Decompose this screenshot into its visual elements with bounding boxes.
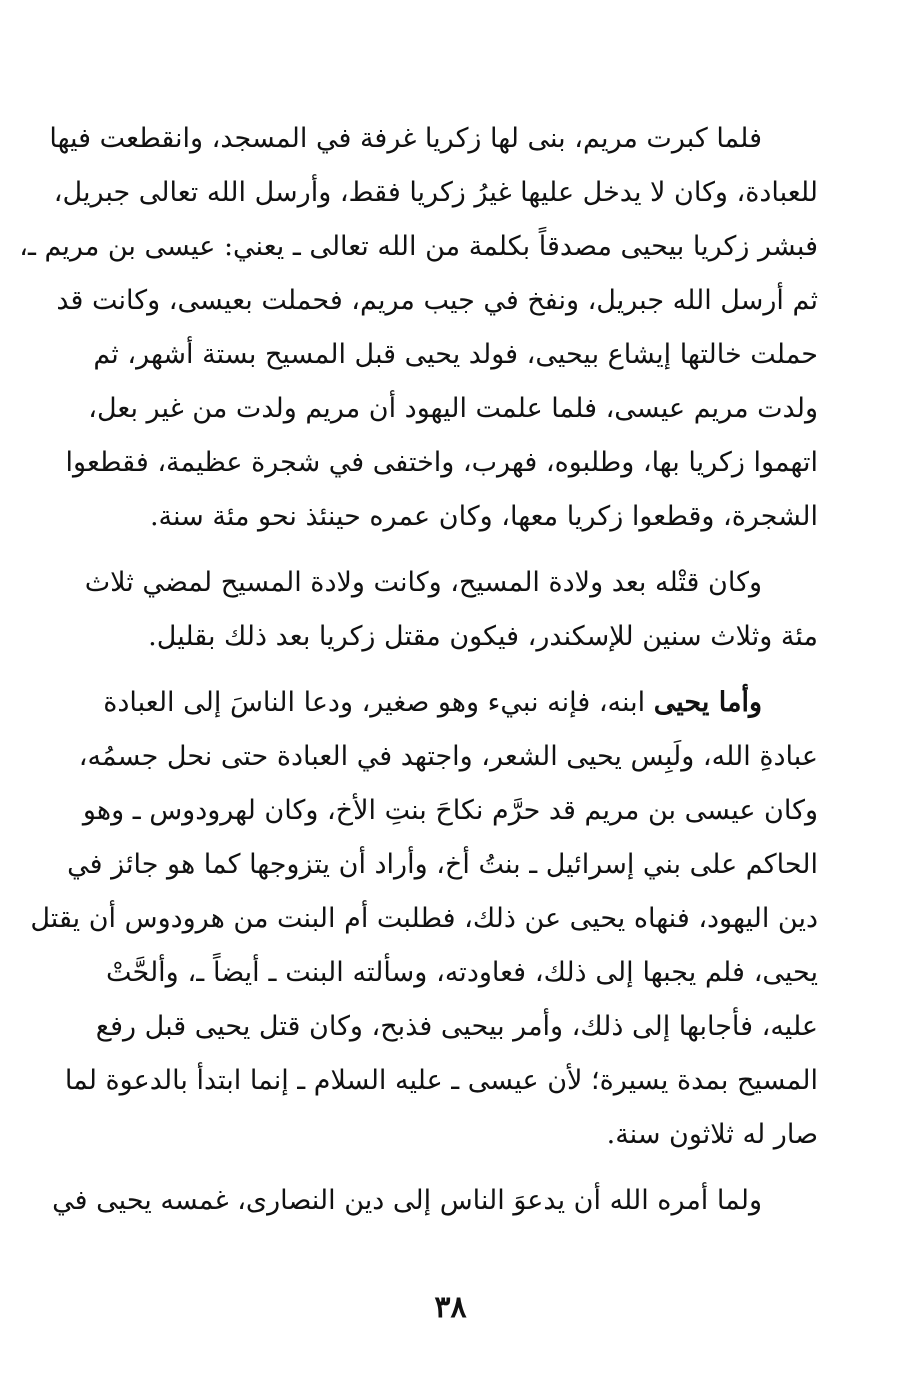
text-line: عبادةِ الله، ولَبِس يحيى الشعر، واجتهد في العبادة حتى نحل جسمُه، — [78, 741, 818, 772]
text-line: صار له ثلاثون سنة. — [606, 1119, 818, 1150]
page-number: ٣٨ — [434, 1290, 467, 1325]
text-line: اتهموا زكريا بها، وطلبوه، فهرب، واختفى في شجرة عظيمة، فقطعوا — [65, 447, 818, 478]
text-line: ولدت مريم عيسى، فلما علمت اليهود أن مريم ولدت من غير بعل، — [88, 393, 818, 424]
text-line: وكان عيسى بن مريم قد حرَّم نكاحَ بنتِ الأخ، وكان لهرودوس ـ وهو — [82, 795, 818, 826]
paragraph-gap — [106, 1162, 818, 1174]
text-line: للعبادة، وكان لا يدخل عليها غيرُ زكريا فقط، وأرسل الله تعالى جبريل، — [53, 177, 818, 208]
paragraph-gap — [106, 664, 818, 676]
text-line — [103, 676, 818, 730]
text-line: حملت خالتها إيشاع بيحيى، فولد يحيى قبل المسيح بستة أشهر، ثم — [93, 339, 818, 370]
text-line: مئة وثلاث سنين للإسكندر، فيكون مقتل زكريا بعد ذلك بقليل. — [148, 621, 818, 652]
text-line: دين اليهود، فنهاه يحيى عن ذلك، فطلبت أم البنت من هرودوس أن يقتل — [30, 903, 818, 934]
text-line: وكان قتْله بعد ولادة المسيح، وكانت ولادة المسيح لمضي ثلاث — [84, 567, 762, 598]
paragraph-gap — [106, 544, 818, 556]
text-line: فلما كبرت مريم، بنى لها زكريا غرفة في المسجد، وانقطعت فيها — [49, 123, 762, 154]
text-line: الحاكم على بني إسرائيل ـ بنتُ أخ، وأراد أن يتزوجها كما هو جائز في — [67, 849, 818, 880]
lead-word: وأما يحيى — [653, 687, 762, 718]
text-line: المسيح بمدة يسيرة؛ لأن عيسى ـ عليه السلام ـ إنما ابتدأ بالدعوة لما — [64, 1065, 818, 1096]
text-line: عليه، فأجابها إلى ذلك، وأمر بيحيى فذبح، وكان قتل يحيى قبل رفع — [95, 1011, 818, 1042]
text-line: فبشر زكريا بيحيى مصدقاً بكلمة من الله تعالى ـ يعني: عيسى بن مريم ـ، — [19, 231, 818, 262]
text-line: الشجرة، وقطعوا زكريا معها، وكان عمره حينئذ نحو مئة سنة. — [149, 501, 818, 532]
text-line: ولما أمره الله أن يدعوَ الناس إلى دين النصارى، غمسه يحيى في — [52, 1185, 762, 1216]
text-line: يحيى، فلم يجبها إلى ذلك، فعاودته، وسألته البنت ـ أيضاً ـ، وألحَّتْ — [106, 957, 818, 988]
text-line: ثم أرسل الله جبريل، ونفخ في جيب مريم، فحملت بعيسى، وكانت قد — [56, 285, 818, 316]
body-text — [19, 112, 818, 1228]
lead-line-rest: ابنه، فإنه نبيء وهو صغير، ودعا الناسَ إلى العبادة — [103, 687, 654, 718]
